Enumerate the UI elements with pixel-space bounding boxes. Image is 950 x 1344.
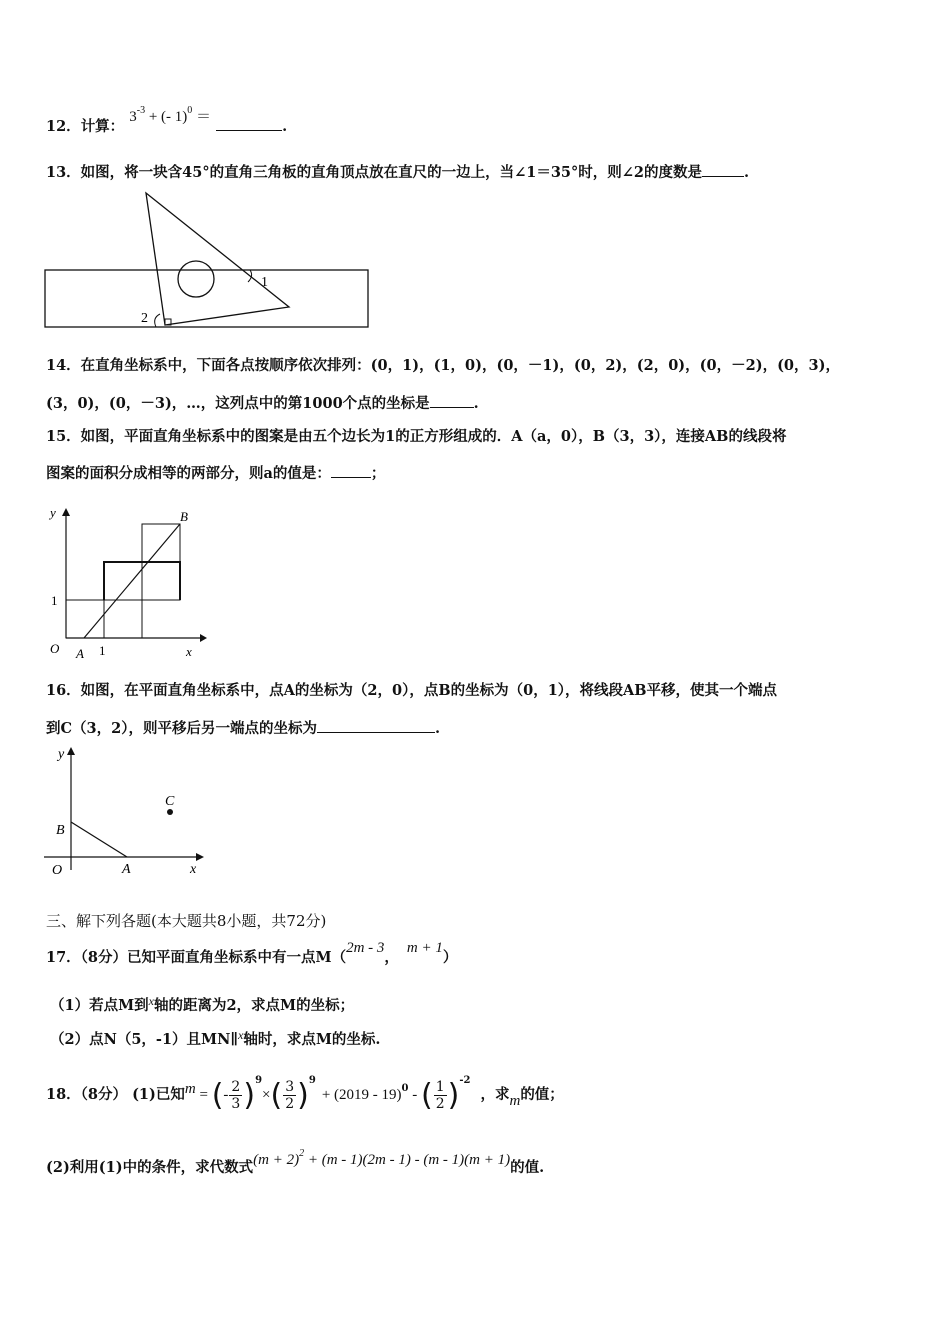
answer-blank[interactable]: [331, 463, 371, 478]
svg-text:O: O: [52, 863, 63, 878]
triangle-hole: [178, 261, 214, 297]
svg-text:y: y: [50, 505, 56, 520]
svg-text:x: x: [190, 862, 197, 877]
answer-blank[interactable]: [430, 393, 474, 408]
svg-text:A: A: [76, 646, 84, 661]
svg-text:B: B: [56, 823, 65, 838]
segment-ab: [71, 822, 127, 857]
svg-text:x: x: [186, 644, 192, 659]
angle-2-label: 2: [141, 311, 148, 326]
point-c: [167, 809, 173, 815]
q16-line1: 16．如图，在平面直角坐标系中，点A的坐标为（2，0），点B的坐标为（0，1），将线段AB平移，使其一个端点: [46, 682, 778, 699]
q17-part2: （2）点N（5，-1）且MN∥$^x$轴时，求点M的坐标.: [50, 1028, 381, 1048]
q15-line2: 图案的面积分成相等的两部分，则a的值是： ；: [46, 465, 386, 482]
section-3-title: 三、解下列各题(本大题共8小题，共72分): [46, 912, 327, 930]
q14-line2: (3，0)，(0，－3)，…，这列点中的第1000个点的坐标是 .: [46, 395, 479, 412]
triangle: [146, 193, 289, 325]
svg-text:B: B: [180, 509, 188, 524]
answer-blank[interactable]: [317, 718, 435, 733]
answer-blank[interactable]: [702, 162, 744, 177]
q15-line1: 15．如图，平面直角坐标系中的图案是由五个边长为1的正方形组成的．A（a，0），B（3，3），连接AB的线段将: [46, 428, 787, 445]
segment-ab: [84, 524, 180, 638]
svg-text:y: y: [58, 747, 65, 762]
svg-text:O: O: [50, 641, 60, 656]
q13-line: 13．如图，将一块含45°的直角三角板的直角顶点放在直尺的一边上，当∠1＝35°时，则∠2的度数是 .: [46, 164, 750, 181]
svg-text:1: 1: [99, 643, 106, 658]
q12-line: 12．计算： $3^{-3}$ + (- 1)$^0$ ＝ .: [46, 105, 288, 135]
q16-figure: [40, 740, 215, 880]
angle-1-label: 1: [261, 275, 268, 290]
svg-text:C: C: [165, 794, 175, 809]
q17-line: 17．（8分）已知平面直角坐标系中有一点M（2m - 3，m + 1）: [46, 940, 458, 966]
svg-text:A: A: [122, 862, 131, 877]
q18-line: 18．（8分） (1)已知m = (- $\frac{2}{3}$ )$^9$×( $\frac{3}{2}$ )$^9$+ (2019 - 19)$^0$ - ( $\frac{1}{2}$ )$^{-2}$，求m的值；: [46, 1075, 564, 1113]
q18-part2: (2)利用(1)中的条件，求代数式$(m + 2)^2 + (m - 1)(2m - 1) - (m - 1)(m + 1)$的值.: [46, 1148, 545, 1176]
q16-line2: 到C（3，2），则平移后另一端点的坐标为 .: [46, 720, 441, 737]
svg-text:1: 1: [51, 593, 58, 608]
q14-line1: 14．在直角坐标系中，下面各点按顺序依次排列：(0，1)，(1，0)，(0，－1)，(0，2)，(2，0)，(0，－2)，(0，3)，: [46, 357, 840, 374]
q17-part1: （1）若点M到$^x$轴的距离为2，求点M的坐标；: [50, 994, 355, 1014]
q12-expression: $3^{-3}$ + (- 1)$^0$ ＝: [129, 105, 212, 125]
q13-figure: [44, 190, 374, 332]
q15-figure: [44, 503, 214, 663]
answer-blank[interactable]: [216, 116, 282, 131]
